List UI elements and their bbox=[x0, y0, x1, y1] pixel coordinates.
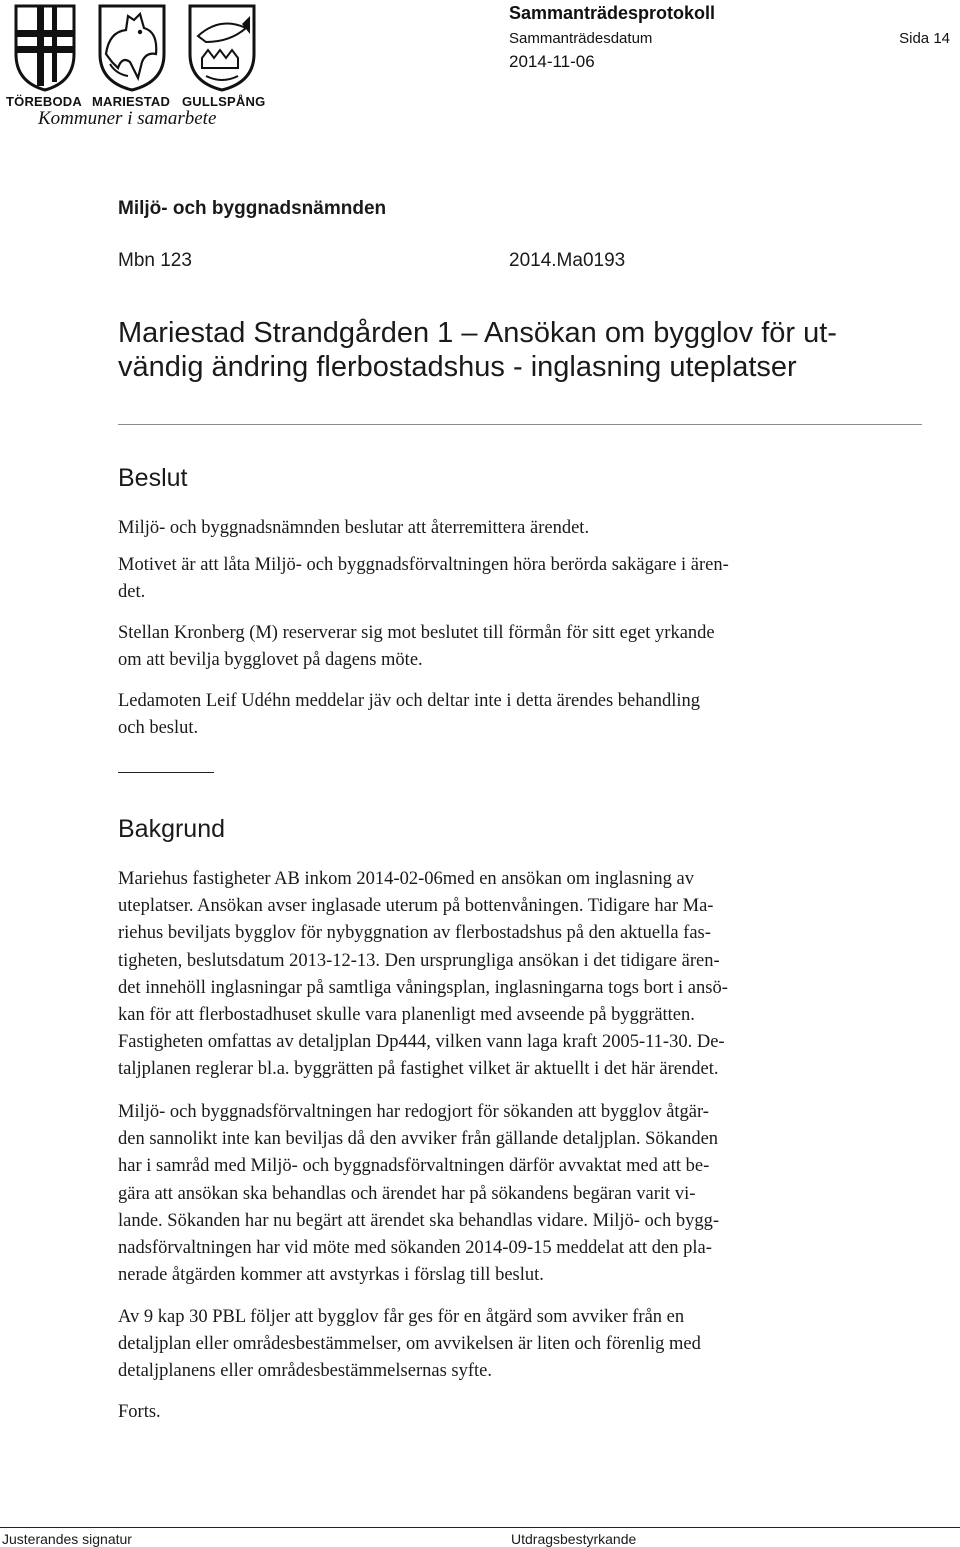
protocol-title: Sammanträdesprotokoll bbox=[509, 3, 716, 23]
beslut-paragraph bbox=[118, 515, 878, 542]
signature-label: Justerandes signatur bbox=[2, 1531, 132, 1547]
text-line: uteplatser. Ansökan avser inglasade uterum på bottenvåningen. Tidigare har Ma- bbox=[118, 896, 714, 917]
beslut-paragraph bbox=[118, 688, 878, 742]
text-line: har i samråd med Miljö- och byggnadsförvaltningen därför avvaktat med att be- bbox=[118, 1156, 710, 1177]
bakgrund-paragraph bbox=[118, 1099, 878, 1289]
title-divider bbox=[118, 424, 922, 425]
town-name-toreboda: TÖREBODA bbox=[6, 94, 82, 109]
text-line: Stellan Kronberg (M) reserverar sig mot beslutet till förmån för sitt eget yrkande bbox=[118, 623, 715, 643]
section-divider bbox=[118, 772, 214, 773]
continued-marker bbox=[118, 1399, 878, 1426]
paragraph-number: Mbn 123 bbox=[118, 250, 192, 271]
text-line: Forts. bbox=[118, 1402, 161, 1422]
text-line: detaljplan eller områdesbestämmelser, om avvikelsen är liten och förenlig med bbox=[118, 1334, 701, 1355]
text-line: tigheten, beslutsdatum 2013-12-13. Den ursprungliga ansökan i det tidigare ären- bbox=[118, 950, 720, 971]
beslut-paragraph bbox=[118, 620, 878, 674]
section-heading-beslut: Beslut bbox=[118, 464, 188, 492]
text-line: Mariehus fastigheter AB inkom 2014-02-06med en ansökan om inglasning av bbox=[118, 869, 694, 889]
meeting-date: 2014-11-06 bbox=[509, 52, 595, 71]
text-line: Miljö- och byggnadsförvaltningen har redogjort för sökanden att bygglov åtgär- bbox=[118, 1102, 709, 1122]
text-line: gära att ansökan ska behandlas och ärendet har på sökandens begäran varit vi- bbox=[118, 1183, 696, 1204]
case-title-line: vändig ändring flerbostadshus - inglasning uteplatser bbox=[118, 351, 797, 383]
text-line: Av 9 kap 30 PBL följer att bygglov får ges för en åtgärd som avviker från en bbox=[118, 1307, 685, 1327]
beslut-paragraph bbox=[118, 552, 878, 606]
text-line: riehus beviljats bygglov för nybyggnation av flerbostadshus på den aktuella fas- bbox=[118, 923, 711, 944]
text-line: lande. Sökanden har nu begärt att ärendet ska behandlas vidare. Miljö- och bygg- bbox=[118, 1210, 720, 1231]
mariestad-crest-icon bbox=[100, 6, 164, 90]
case-title-line: Mariestad Strandgården 1 – Ansökan om bygglov för ut- bbox=[118, 317, 837, 349]
text-line: Ledamoten Leif Udéhn meddelar jäv och deltar inte i detta ärendes behandling bbox=[118, 691, 701, 711]
text-line: och beslut. bbox=[118, 718, 199, 739]
text-line: nerade åtgärden kommer att avstyrkas i förslag till beslut. bbox=[118, 1265, 544, 1286]
section-heading-bakgrund: Bakgrund bbox=[118, 815, 226, 843]
coat-of-arms-icons bbox=[6, 2, 260, 94]
bakgrund-paragraph bbox=[118, 866, 878, 1084]
case-number: 2014.Ma0193 bbox=[509, 250, 626, 271]
text-line: den sannolikt inte kan beviljas då den avviker från gällande detaljplan. Sökanden bbox=[118, 1129, 719, 1150]
text-line: det innehöll inglasningar på samtliga våningsplan, inglasningarna togs bort i ansö- bbox=[118, 977, 728, 998]
gullspang-crest-icon bbox=[190, 6, 254, 90]
text-line: taljplanen reglerar bl.a. byggrätten på fastighet vilket är aktuellt i det här ärendet. bbox=[118, 1059, 719, 1080]
text-line: detaljplanens eller områdesbestämmelsernas syfte. bbox=[118, 1361, 492, 1382]
text-line: det. bbox=[118, 582, 146, 603]
municipal-logo bbox=[6, 2, 266, 134]
footer-divider bbox=[0, 1527, 960, 1528]
text-line: kan för att flerbostadhuset skulle vara planenligt med avseende på byggrätten. bbox=[118, 1005, 695, 1026]
text-line: Fastigheten omfattas av detaljplan Dp444, vilken vann laga kraft 2005-11-30. De- bbox=[118, 1032, 725, 1053]
town-name-mariestad: MARIESTAD bbox=[92, 94, 171, 109]
text-line: Miljö- och byggnadsnämnden beslutar att återremittera ärendet. bbox=[118, 518, 590, 538]
text-line: Motivet är att låta Miljö- och byggnadsförvaltningen höra berörda sakägare i ären- bbox=[118, 555, 729, 575]
extract-certification-label: Utdragsbestyrkande bbox=[511, 1531, 637, 1547]
toreboda-crest-icon bbox=[16, 6, 74, 90]
town-name-gullspang: GULLSPÅNG bbox=[182, 94, 266, 109]
text-line: om att bevilja bygglovet på dagens möte. bbox=[118, 650, 423, 671]
bakgrund-paragraph bbox=[118, 1304, 878, 1386]
page-number: Sida 14 bbox=[899, 30, 950, 47]
meeting-date-label: Sammanträdesdatum bbox=[509, 30, 653, 47]
logo-motto: Kommuner i samarbete bbox=[38, 108, 217, 129]
committee-name: Miljö- och byggnadsnämnden bbox=[118, 198, 387, 219]
text-line: nadsförvaltningen har vid möte med sökanden 2014-09-15 meddelat att den pla- bbox=[118, 1238, 712, 1259]
case-title bbox=[118, 316, 948, 384]
